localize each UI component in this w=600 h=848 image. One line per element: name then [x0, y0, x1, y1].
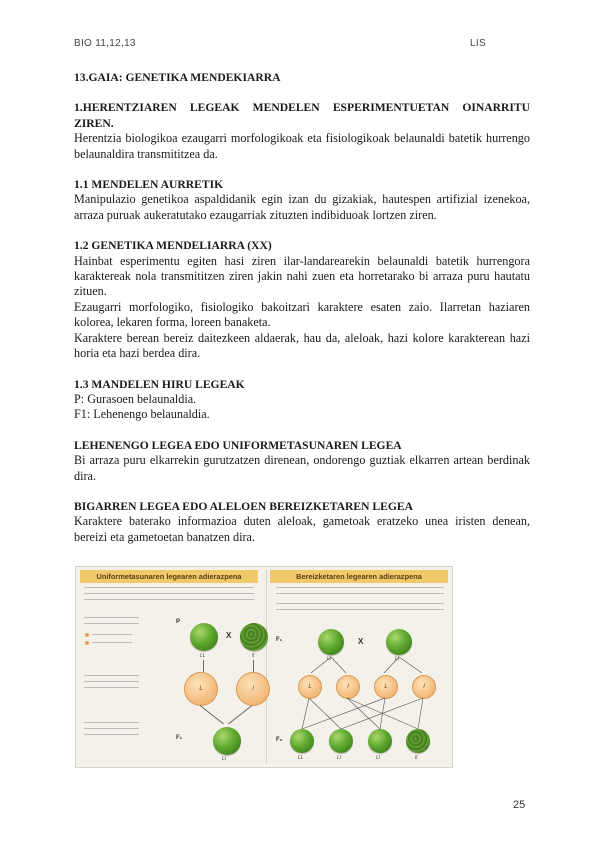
definition-f1: F1: Lehenengo belaunaldia. — [74, 407, 210, 422]
section-1-2-heading: 1.2 GENETIKA MENDELIARRA (XX) — [74, 239, 272, 253]
section-1-heading: 1.HERENTZIAREN LEGEAK MENDELEN ESPERIMENTUETAN OINARRITU ZIREN. — [74, 101, 530, 130]
right-f2-genotype-1: LL — [298, 755, 304, 761]
chapter-title: 13.GAIA: GENETIKA MENDEKIARRA — [74, 71, 281, 84]
cross-lines — [76, 567, 452, 767]
right-f2-pea-2 — [329, 729, 353, 753]
section-1-2-text-1: Hainbat esperimentu egiten hasi ziren ilar-landarearekin belaunaldi batetik hurrengora karaktereak nola transmititzen ziren jakin nahi zuen eta horretarako bi arraza puru hautatu zituen. — [74, 253, 530, 299]
right-f2-genotype-2: Ll — [337, 755, 341, 761]
right-p2-genotype: Ll — [395, 656, 399, 662]
law-2-heading: BIGARREN LEGEA EDO ALELOEN BEREIZKETAREN LEGEA — [74, 499, 413, 513]
left-p2-genotype: ll — [252, 653, 255, 659]
left-generation-p: P — [176, 619, 181, 625]
law-1-text: Bi arraza puru elkarrekin gurutzatzen direnean, ondorengo guztiak elkarren artean berdinak dira. — [74, 453, 530, 483]
law-2-text: Karaktere baterako informazioa duten aleloak, gametoak eratzeko unea iristen denean, bereizi eta gametoetan banatzen dira. — [74, 514, 530, 544]
right-gamete-2: l — [336, 675, 360, 699]
right-f2-genotype-3: Ll — [376, 755, 380, 761]
left-gamete-1: L — [184, 672, 218, 706]
left-generation-f1: F₁ — [176, 735, 183, 741]
right-cross-symbol: X — [358, 637, 364, 646]
right-f2-genotype-4: ll — [415, 755, 418, 761]
document-body — [74, 70, 530, 545]
section-1-2-text-3: Karaktere berean bereiz daitezkeen aldaerak, hau da, aleloak, hazi kolore karakterean hazi horia eta hazi berdea dira. — [74, 330, 530, 361]
right-gamete-4: l — [412, 675, 436, 699]
left-gamete-2: l — [236, 672, 270, 706]
section-1-3-heading: 1.3 MANDELEN HIRU LEGEAK — [74, 377, 245, 391]
right-f2-pea-3 — [368, 729, 392, 753]
uniformity-panel-title: Uniformetasunaren legearen adierazpena — [80, 570, 258, 583]
right-gamete-1: L — [298, 675, 322, 699]
header-school-code: LIS — [470, 38, 486, 49]
segregation-panel-title: Bereizketaren legearen adierazpena — [270, 570, 448, 583]
right-f2-pea-1 — [290, 729, 314, 753]
law-1-heading: LEHENENGO LEGEA EDO UNIFORMETASUNAREN LEGEA — [74, 438, 402, 452]
right-generation-f1: F₁ — [276, 637, 283, 643]
mendel-laws-figure — [75, 566, 453, 768]
section-1-2-text-2: Ezaugarri morfologiko, fisiologiko bakoitzari karaktere esaten zaio. Ilarretan haziaren kolorea, lekaren forma, loreen banaketa. — [74, 299, 530, 330]
left-cross-symbol: X — [226, 631, 232, 640]
left-f1-genotype: Ll — [222, 756, 226, 762]
right-generation-f2: F₂ — [276, 737, 283, 743]
header-course-code: BIO 11,12,13 — [74, 38, 136, 49]
definition-p: P: Gurasoen belaunaldia. — [74, 391, 197, 406]
right-gamete-3: L — [374, 675, 398, 699]
left-p1-genotype: LL — [200, 653, 206, 659]
section-1-1-text: Manipulazio genetikoa aspaldidanik egin izan du gizakiak, hautespen artifizial izenekoa, arraza puruak aukeratutako ezaugarriak zituzten indibiduoak lortzen ziren. — [74, 192, 530, 222]
section-1-1-heading: 1.1 MENDELEN AURRETIK — [74, 178, 224, 192]
section-1-text: Herentzia biologikoa ezaugarri morfologikoak eta fisiologikoak belaunaldi batetik hurrengo belaunaldira transmititzea da. — [74, 131, 530, 161]
page-number: 25 — [513, 799, 526, 811]
right-p1-genotype: Ll — [327, 656, 331, 662]
right-f2-pea-4 — [406, 729, 430, 753]
